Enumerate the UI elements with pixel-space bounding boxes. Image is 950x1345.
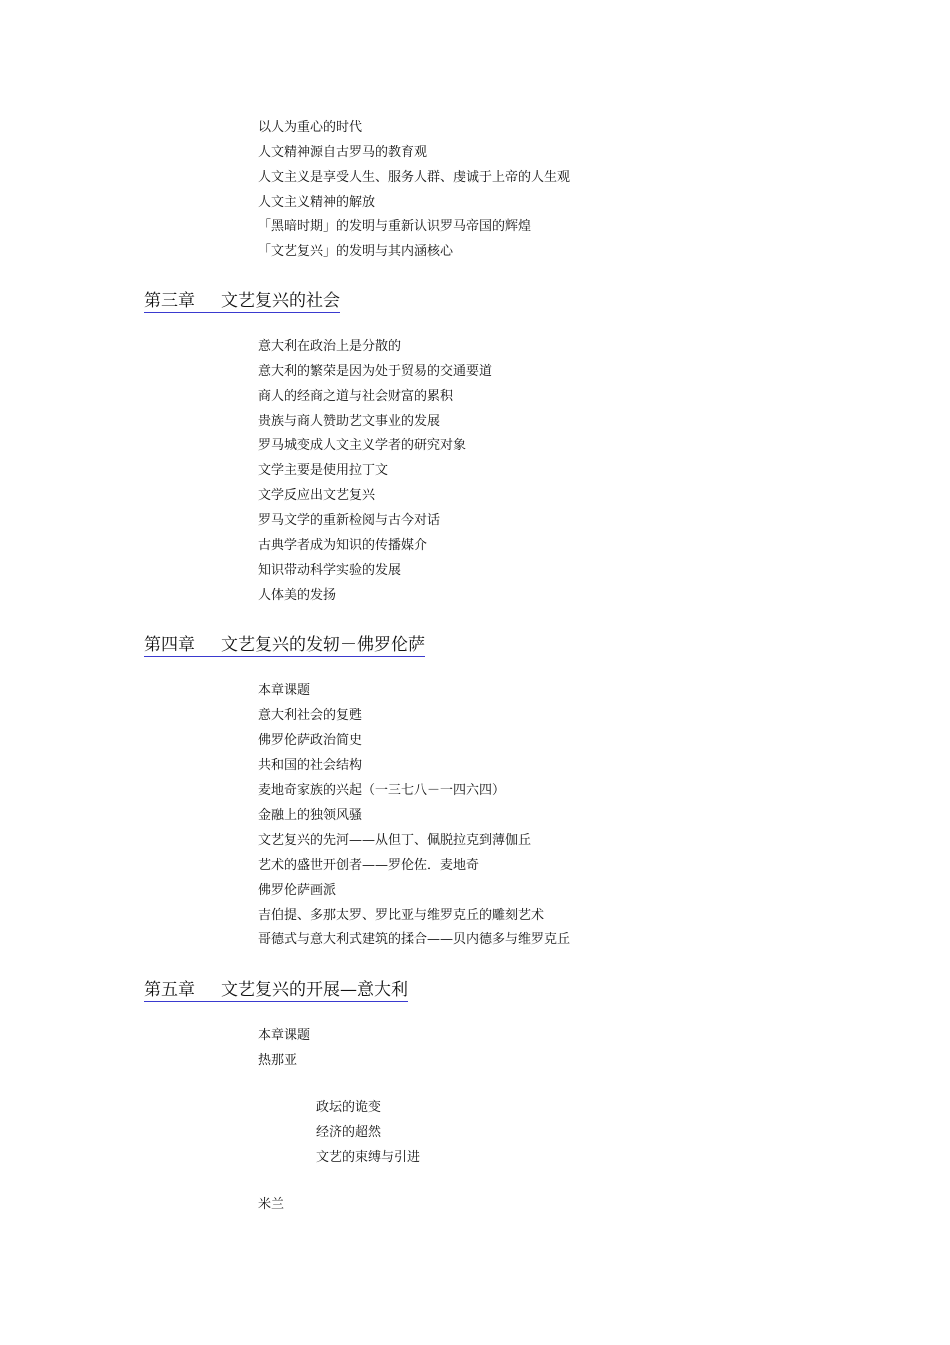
chapter-title: 文艺复兴的发轫－佛罗伦萨	[221, 635, 425, 655]
toc-item[interactable]: 「黑暗时期」的发明与重新认识罗马帝国的辉煌	[258, 219, 532, 234]
toc-subitem[interactable]: 经济的超然	[316, 1125, 382, 1140]
toc-item[interactable]: 「文艺复兴」的发明与其内涵核心	[258, 244, 454, 259]
toc-item[interactable]: 意大利社会的复甦	[258, 708, 363, 723]
toc-item[interactable]: 共和国的社会结构	[258, 758, 363, 773]
toc-item[interactable]: 哥德式与意大利式建筑的揉合——贝内德多与维罗克丘	[258, 932, 571, 947]
toc-item[interactable]: 米兰	[258, 1197, 285, 1212]
toc-item[interactable]: 以人为重心的时代	[258, 120, 363, 135]
chapter-heading-4[interactable]	[144, 635, 425, 657]
toc-item[interactable]: 本章课题	[258, 1028, 311, 1043]
toc-subitem[interactable]: 文艺的束缚与引进	[316, 1150, 421, 1165]
toc-item[interactable]: 商人的经商之道与社会财富的累积	[258, 389, 454, 404]
toc-item[interactable]: 罗马文学的重新检阅与古今对话	[258, 513, 441, 528]
chapter-number: 第五章	[144, 980, 195, 1000]
toc-item[interactable]: 文艺复兴的先河——从但丁、佩脱拉克到薄伽丘	[258, 833, 532, 848]
toc-item[interactable]: 古典学者成为知识的传播媒介	[258, 538, 428, 553]
chapter-heading-3[interactable]	[144, 291, 340, 313]
toc-item[interactable]: 人文精神源自古罗马的教育观	[258, 145, 428, 160]
toc-item[interactable]: 人体美的发扬	[258, 588, 337, 603]
chapter-title: 文艺复兴的开展—意大利	[221, 980, 408, 1000]
toc-item[interactable]: 意大利的繁荣是因为处于贸易的交通要道	[258, 364, 493, 379]
toc-item[interactable]: 意大利在政治上是分散的	[258, 339, 402, 354]
toc-subitem[interactable]: 政坛的诡变	[316, 1100, 382, 1115]
toc-item[interactable]: 文学反应出文艺复兴	[258, 488, 376, 503]
chapter-number: 第四章	[144, 635, 195, 655]
chapter-number: 第三章	[144, 291, 195, 311]
toc-item[interactable]: 人文主义精神的解放	[258, 195, 376, 210]
toc-item[interactable]: 佛罗伦萨画派	[258, 883, 337, 898]
toc-item[interactable]: 热那亚	[258, 1053, 298, 1068]
toc-item[interactable]: 文学主要是使用拉丁文	[258, 463, 389, 478]
toc-item[interactable]: 人文主义是享受人生、服务人群、虔诚于上帝的人生观	[258, 170, 571, 185]
toc-item[interactable]: 吉伯提、多那太罗、罗比亚与维罗克丘的雕刻艺术	[258, 908, 545, 923]
toc-item[interactable]: 罗马城变成人文主义学者的研究对象	[258, 438, 467, 453]
toc-item[interactable]: 本章课题	[258, 683, 311, 698]
toc-item[interactable]: 贵族与商人赞助艺文事业的发展	[258, 414, 441, 429]
toc-item[interactable]: 艺术的盛世开创者——罗伦佐．麦地奇	[258, 858, 480, 873]
toc-item[interactable]: 知识带动科学实验的发展	[258, 563, 402, 578]
chapter-heading-5[interactable]	[144, 980, 408, 1002]
chapter-title: 文艺复兴的社会	[221, 291, 340, 311]
toc-item[interactable]: 麦地奇家族的兴起（一三七八－一四六四）	[258, 783, 506, 798]
toc-item[interactable]: 金融上的独领风骚	[258, 808, 363, 823]
toc-item[interactable]: 佛罗伦萨政治简史	[258, 733, 363, 748]
